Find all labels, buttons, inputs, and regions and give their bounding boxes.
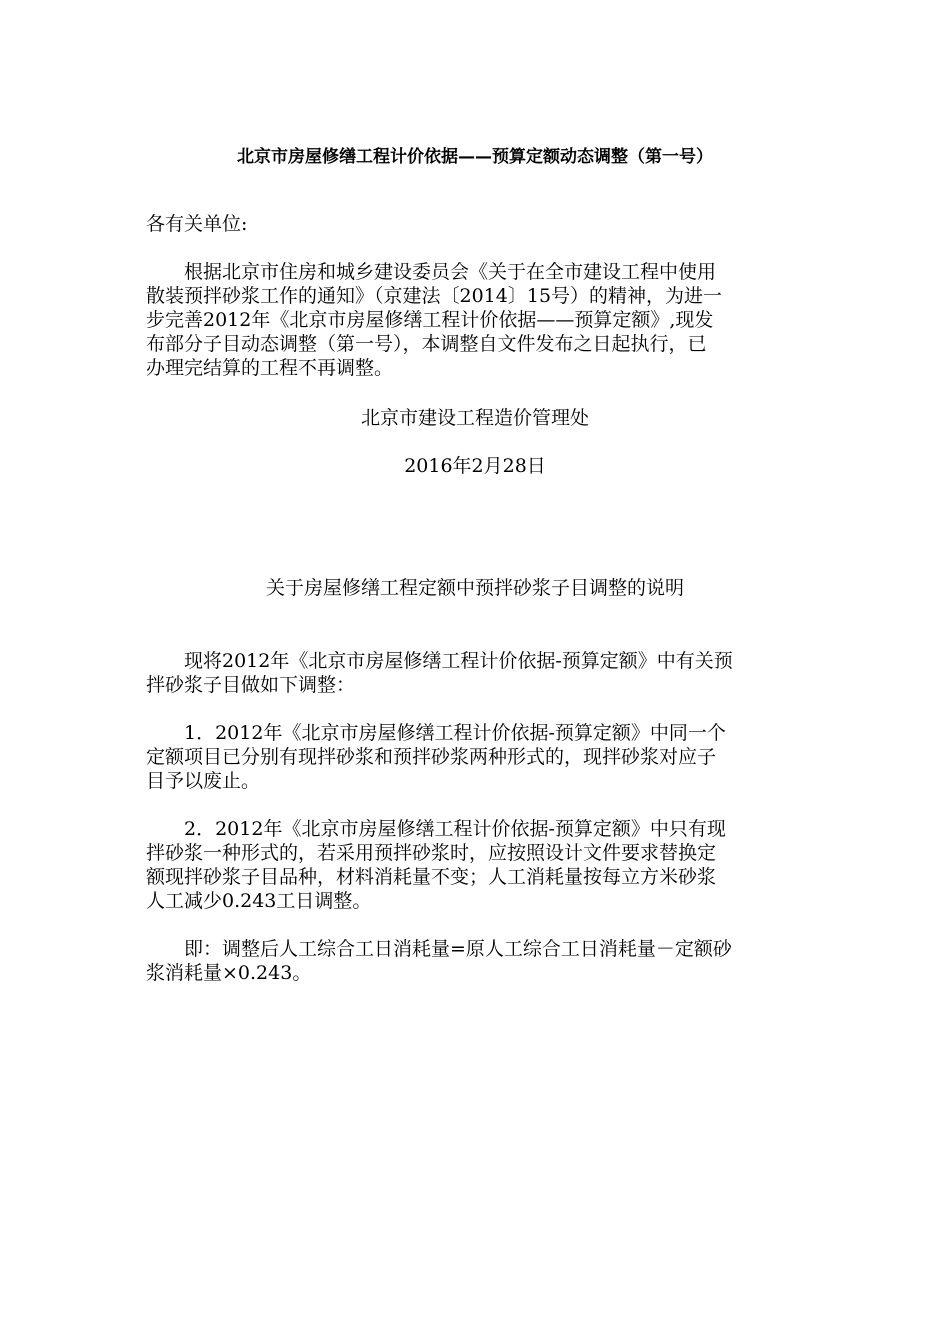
item-2-paragraph	[146, 817, 806, 913]
notice-line: 散装预拌砂浆工作的通知》（京建法〔2014〕15号）的精神，为进一	[146, 285, 723, 307]
intro-line: 现将2012年《北京市房屋修缮工程计价依据-预算定额》中有关预	[184, 650, 733, 672]
document-title: 北京市房屋修缮工程计价依据——预算定额动态调整（第一号）	[237, 147, 713, 167]
item-1-line: 定额项目已分别有现拌砂浆和预拌砂浆两种形式的，现拌砂浆对应子	[146, 746, 717, 768]
issue-date: 2016年2月28日	[404, 455, 546, 477]
item-2-line: 人工减少0.243工日调整。	[146, 890, 372, 912]
formula-line: 即：调整后人工综合工日消耗量=原人工综合工日消耗量－定额砂	[184, 938, 732, 960]
notice-line: 步完善2012年《北京市房屋修缮工程计价依据——预算定额》,现发	[146, 309, 714, 331]
salutation: 各有关单位:	[146, 213, 248, 235]
notice-line: 办理完结算的工程不再调整。	[146, 357, 394, 379]
intro-paragraph	[146, 649, 806, 697]
item-2-line: 拌砂浆一种形式的，若采用预拌砂浆时，应按照设计文件要求替换定	[146, 842, 717, 864]
notice-line: 布部分子目动态调整（第一号），本调整自文件发布之日起执行，已	[146, 333, 707, 355]
formula-line: 浆消耗量×0.243。	[146, 962, 312, 984]
item-1-paragraph	[146, 721, 806, 793]
notice-paragraph	[146, 260, 806, 380]
item-2-line: 额现拌砂浆子目品种，材料消耗量不变；人工消耗量按每立方米砂浆	[146, 866, 717, 888]
item-1-line: 1．2012年《北京市房屋修缮工程计价依据-预算定额》中同一个	[184, 722, 726, 744]
notice-line: 根据北京市住房和城乡建设委员会《关于在全市建设工程中使用	[184, 261, 717, 283]
item-1-line: 目予以废止。	[146, 770, 261, 792]
issuer-name: 北京市建设工程造价管理处	[360, 407, 589, 429]
explanation-title: 关于房屋修缮工程定额中预拌砂浆子目调整的说明	[265, 577, 684, 599]
intro-line: 拌砂浆子目做如下调整：	[146, 674, 356, 696]
formula-paragraph	[146, 937, 806, 985]
item-2-line: 2．2012年《北京市房屋修缮工程计价依据-预算定额》中只有现	[184, 818, 726, 840]
